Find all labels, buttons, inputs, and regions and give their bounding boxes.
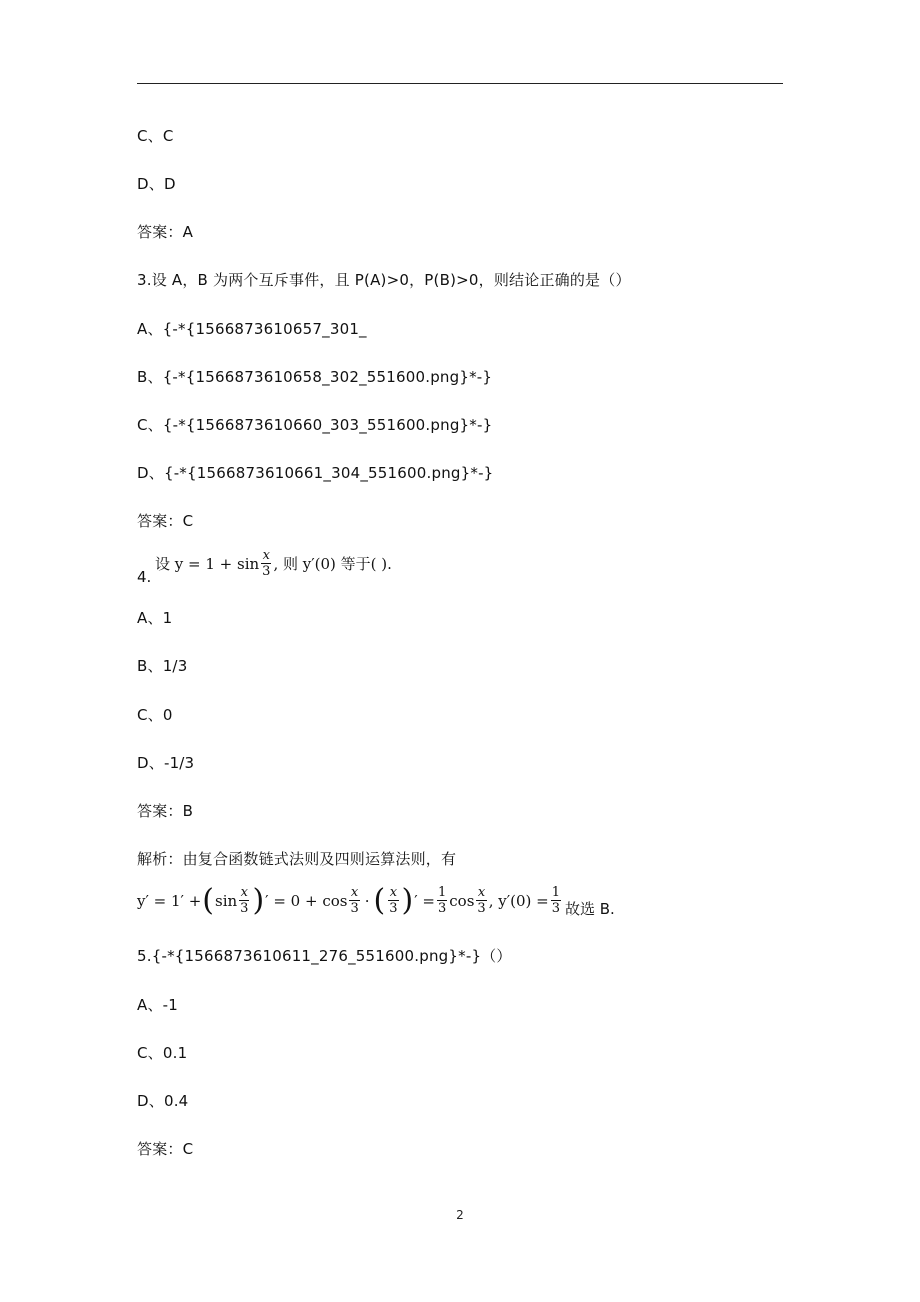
solution-formula: y′ = 1′ + ( sin $\frac{x}{3}$ ) ′ = 0 + cos $\frac{x}{3}$ · ( $\frac{x}{3}$ ) ′ = $\frac{1}{3}$ cos $\frac{x}{3}$ , y′(0) = $\frac{1}{3}$ 故选 B. [137, 882, 615, 918]
q5-option-a: A、-1 [137, 996, 179, 1014]
question-4-formula: 设 y = 1 + sin $\frac{x}{3}$ , 则 y′(0) 等于( ). [155, 548, 392, 579]
fraction-x-over-3: $\frac{x}{3}$ [262, 548, 271, 579]
q4-option-a: A、1 [137, 609, 173, 627]
q3-option-a: A、{-*{1566873610657_301_ [137, 320, 367, 338]
q3-option-d: D、{-*{1566873610661_304_551600.png}*-} [137, 464, 494, 482]
answer-q5: 答案：C [137, 1140, 194, 1158]
header-rule [137, 83, 783, 84]
q4-option-b: B、1/3 [137, 657, 188, 675]
answer-q4: 答案：B [137, 802, 194, 820]
q3-option-b: B、{-*{1566873610658_302_551600.png}*-} [137, 368, 493, 386]
q5-option-c: C、0.1 [137, 1044, 188, 1062]
q3-option-c: C、{-*{1566873610660_303_551600.png}*-} [137, 416, 493, 434]
solution-conclusion: 故选 B. [564, 900, 615, 918]
solution-intro: 解析：由复合函数链式法则及四则运算法则，有 [137, 850, 457, 868]
question-5: 5.{-*{1566873610611_276_551600.png}*-}（） [137, 947, 512, 965]
question-3: 3.设 A，B 为两个互斥事件，且 P(A)>0，P(B)>0，则结论正确的是（） [137, 271, 631, 289]
page-number: 2 [456, 1208, 464, 1222]
answer-q3: 答案：C [137, 512, 194, 530]
q5-option-d: D、0.4 [137, 1092, 189, 1110]
q4-option-c: C、0 [137, 706, 173, 724]
option-d-prev: D、D [137, 175, 176, 193]
answer-q2: 答案：A [137, 223, 194, 241]
option-c-prev: C、C [137, 127, 174, 145]
question-4-number: 4. [137, 568, 152, 586]
q4-option-d: D、-1/3 [137, 754, 195, 772]
